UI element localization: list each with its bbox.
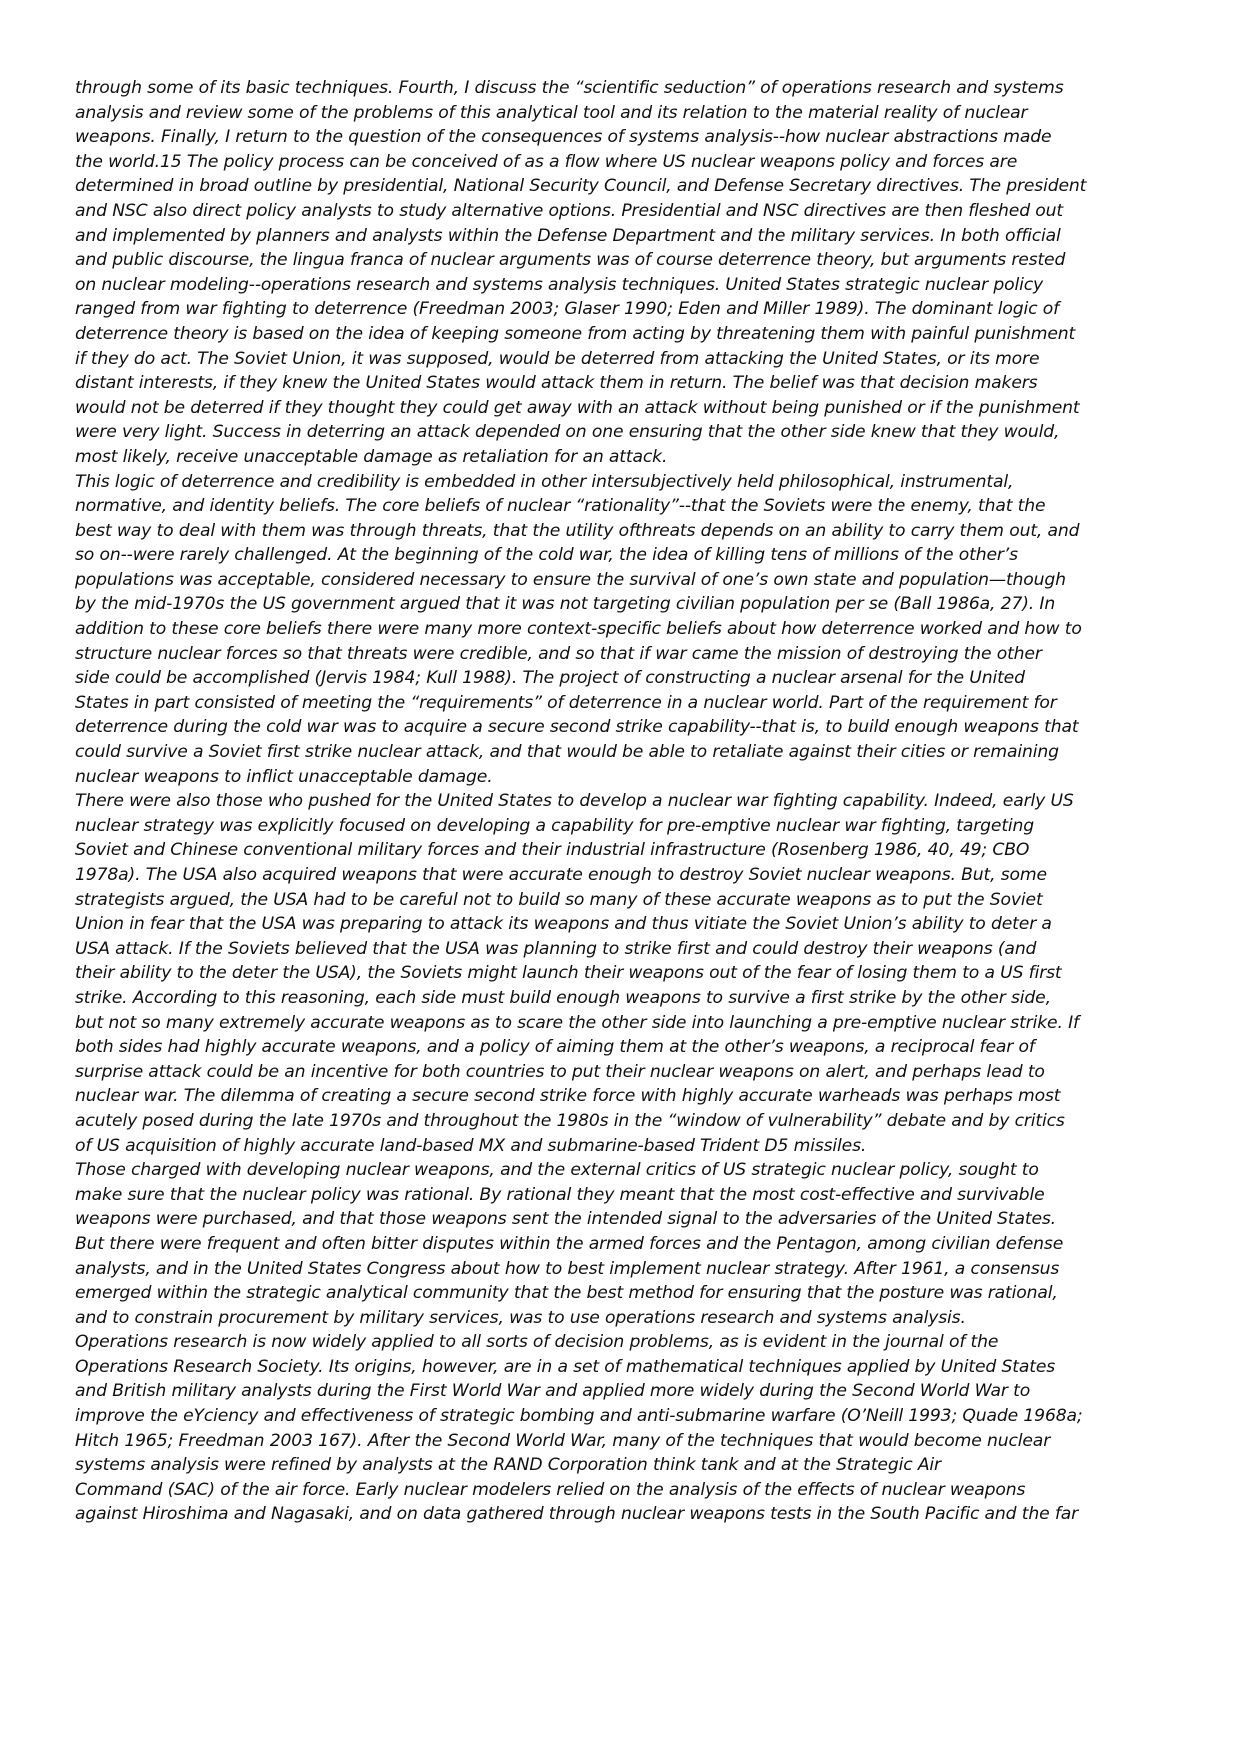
paragraph-1: through some of its basic techniques. Fourth, I discuss the “scientific seduction” of operations research and systems analysis and review some of the problems of this analytical tool and its relation to the material reality of nuclear weapons. Finally, I return to the question of the consequences of systems analysis--how nuclear abstractions made the world.15 The policy process can be conceived of as a flow where US nuclear weapons policy and forces are determined in broad outline by presidential, National Security Council, and Defense Secretary directives. The president and NSC also direct policy analysts to study alternative options. Presidential and NSC directives are then fleshed out and implemented by planners and analysts within the Defense Department and the military services. In both official and public discourse, the lingua franca of nuclear arguments was of course deterrence theory, but arguments rested on nuclear modeling--operations research and systems analysis techniques. United States strategic nuclear policy ranged from war fighting to deterrence (Freedman 2003; Glaser 1990; Eden and Miller 1989). The dominant logic of deterrence theory is based on the idea of keeping someone from acting by threatening them with painful punishment if they do act. The Soviet Union, it was supposed, would be deterred from attacking the United States, or its more distant interests, if they knew the United States would attack them in return. The belief was that decision makers would not be deterred if they thought they could get away with an attack without being punished or if the punishment were very light. Success in deterring an attack depended on one ensuring that the other side knew that they would, most likely, receive unacceptable damage as retaliation for an attack. bbox=[75, 78, 1087, 467]
document-page bbox=[75, 76, 1175, 1527]
paragraph-2: This logic of deterrence and credibility is embedded in other intersubjectively held philosophical, instrumental, normative, and identity beliefs. The core beliefs of nuclear “rationality”--that the Soviets were the enemy, that the best way to deal with them was through threats, that the utility ofthreats depends on an ability to carry them out, and so on--were rarely challenged. At the beginning of the cold war, the idea of killing tens of millions of the other’s populations was acceptable, considered necessary to ensure the survival of one’s own state and population—though by the mid-1970s the US government argued that it was not targeting civilian population per se (Ball 1986a, 27). In addition to these core beliefs there were many more context-specific beliefs about how deterrence worked and how to structure nuclear forces so that threats were credible, and so that if war came the mission of destroying the other side could be accomplished (Jervis 1984; Kull 1988). The project of constructing a nuclear arsenal for the United States in part consisted of meeting the “requirements” of deterrence in a nuclear world. Part of the requirement for deterrence during the cold war was to acquire a secure second strike capability--that is, to build enough weapons that could survive a Soviet first strike nuclear attack, and that would be able to retaliate against their cities or remaining nuclear weapons to inflict unacceptable damage. bbox=[75, 471, 1082, 787]
paragraph-4: Those charged with developing nuclear weapons, and the external critics of US strategic nuclear policy, sought to make sure that the nuclear policy was rational. By rational they meant that the most cost-effective and survivable weapons were purchased, and that those weapons sent the intended signal to the adversaries of the United States. But there were frequent and often bitter disputes within the armed forces and the Pentagon, among civilian defense analysts, and in the United States Congress about how to best implement nuclear strategy. After 1961, a consensus emerged within the strategic analytical community that the best method for ensuring that the posture was rational, and to constrain procurement by military services, was to use operations research and systems analysis. bbox=[75, 1160, 1064, 1328]
paragraph-3: There were also those who pushed for the United States to develop a nuclear war fighting capability. Indeed, early US nuclear strategy was explicitly focused on developing a capability for pre-emptive nuclear war fighting, targeting Soviet and Chinese conventional military forces and their industrial infrastructure (Rosenberg 1986, 40, 49; CBO 1978a). The USA also acquired weapons that were accurate enough to destroy Soviet nuclear weapons. But, some strategists argued, the USA had to be careful not to build so many of these accurate weapons as to put the Soviet Union in fear that the USA was preparing to attack its weapons and thus vitiate the Soviet Union’s ability to deter a USA attack. If the Soviets believed that the USA was planning to strike first and could destroy their weapons (and their ability to the deter the USA), the Soviets might launch their weapons out of the fear of losing them to a US first strike. According to this reasoning, each side must build enough weapons to survive a first strike by the other side, but not so many extremely accurate weapons as to scare the other side into launching a pre-emptive nuclear strike. If both sides had highly accurate weapons, and a policy of aiming them at the other’s weapons, a reciprocal fear of surprise attack could be an incentive for both countries to put their nuclear weapons on alert, and perhaps lead to nuclear war. The dilemma of creating a secure second strike force with highly accurate warheads was perhaps most acutely posed during the late 1970s and throughout the 1980s in the “window of vulnerability” debate and by critics of US acquisition of highly accurate land-based MX and submarine-based Trident D5 missiles. bbox=[75, 791, 1079, 1156]
paragraph-5: Operations research is now widely applied to all sorts of decision problems, as is evident in the journal of the Operations Research Society. Its origins, however, are in a set of mathematical techniques applied by United States and British military analysts during the First World War and applied more widely during the Second World War to improve the eYciency and effectiveness of strategic bombing and anti-submarine warfare (O’Neill 1993; Quade 1968a; Hitch 1965; Freedman 2003 167). After the Second World War, many of the techniques that would become nuclear systems analysis were refined by analysts at the RAND Corporation think tank and at the Strategic Air Command (SAC) of the air force. Early nuclear modelers relied on the analysis of the effects of nuclear weapons against Hiroshima and Nagasaki, and on data gathered through nuclear weapons tests in the South Pacific and the far bbox=[75, 1332, 1083, 1525]
